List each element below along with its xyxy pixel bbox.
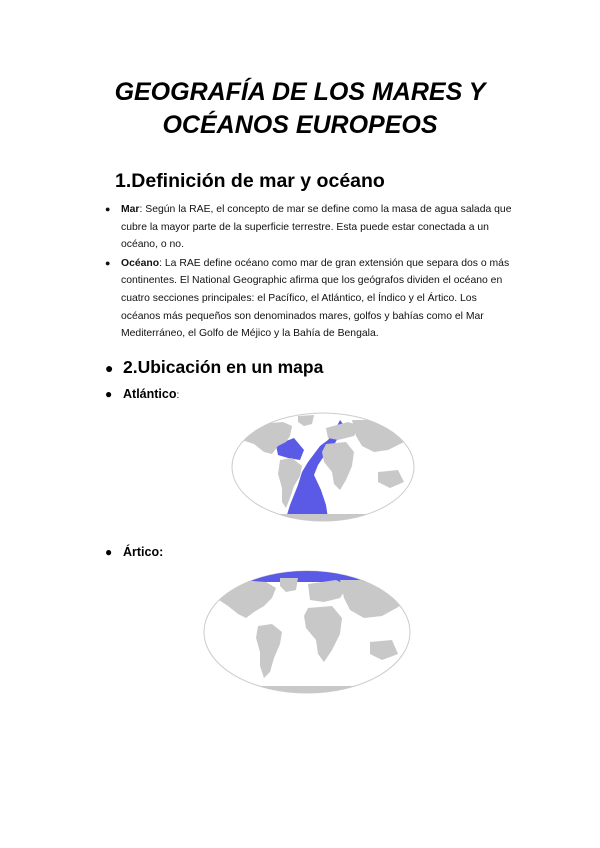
- bullet-icon: ●: [105, 360, 114, 376]
- arctic-label-text: Ártico:: [123, 545, 164, 559]
- section-2-heading-text: 2.Ubicación en un mapa: [123, 357, 324, 377]
- bullet-icon: ●: [105, 387, 113, 401]
- definition-oceano: [105, 255, 513, 343]
- atlantic-colon: :: [176, 390, 180, 401]
- definition-text: : Según la RAE, el concepto de mar se define como la masa de agua salada que cubre la mayor parte de la superficie terrestre. Esta puede estar conectada a un océano, o no.: [121, 204, 512, 251]
- bullet-icon: ●: [105, 204, 111, 214]
- arctic-label: [105, 545, 163, 559]
- definition-mar: [105, 201, 513, 254]
- arctic-ocean-highlight: [200, 568, 415, 582]
- definitions-list: [105, 201, 513, 344]
- atlantic-ocean-map: [228, 410, 418, 525]
- arctic-ocean-map: [200, 568, 415, 696]
- definition-text: : La RAE define océano como mar de gran extensión que separa dos o más continentes. El National Geographic afirma que los geógrafos dividen el océano en cuatro secciones principales: el Pacífico, el Atlántico, el Índico y el Ártico. Los océanos más pequeños son denominados mares, golfos y bahías como el Mar Mediterráneo, el Golfo de Méjico y la Bahía de Bengala.: [121, 257, 510, 340]
- title-line-2: OCÉANOS EUROPEOS: [162, 111, 438, 139]
- document-title: [0, 76, 600, 142]
- definition-term: Océano: [121, 257, 160, 269]
- atlantic-label-text: Atlántico: [123, 387, 177, 401]
- atlantic-label: [105, 387, 179, 401]
- bullet-icon: ●: [105, 257, 111, 268]
- section-1-heading: 1.Definición de mar y océano: [115, 170, 385, 192]
- section-2-heading: [105, 357, 323, 378]
- bullet-icon: ●: [105, 545, 113, 559]
- definition-term: Mar: [121, 204, 140, 215]
- title-line-1: GEOGRAFÍA DE LOS MARES Y: [114, 78, 486, 106]
- antarctica-land: [248, 514, 398, 525]
- antarctica-land: [220, 686, 395, 696]
